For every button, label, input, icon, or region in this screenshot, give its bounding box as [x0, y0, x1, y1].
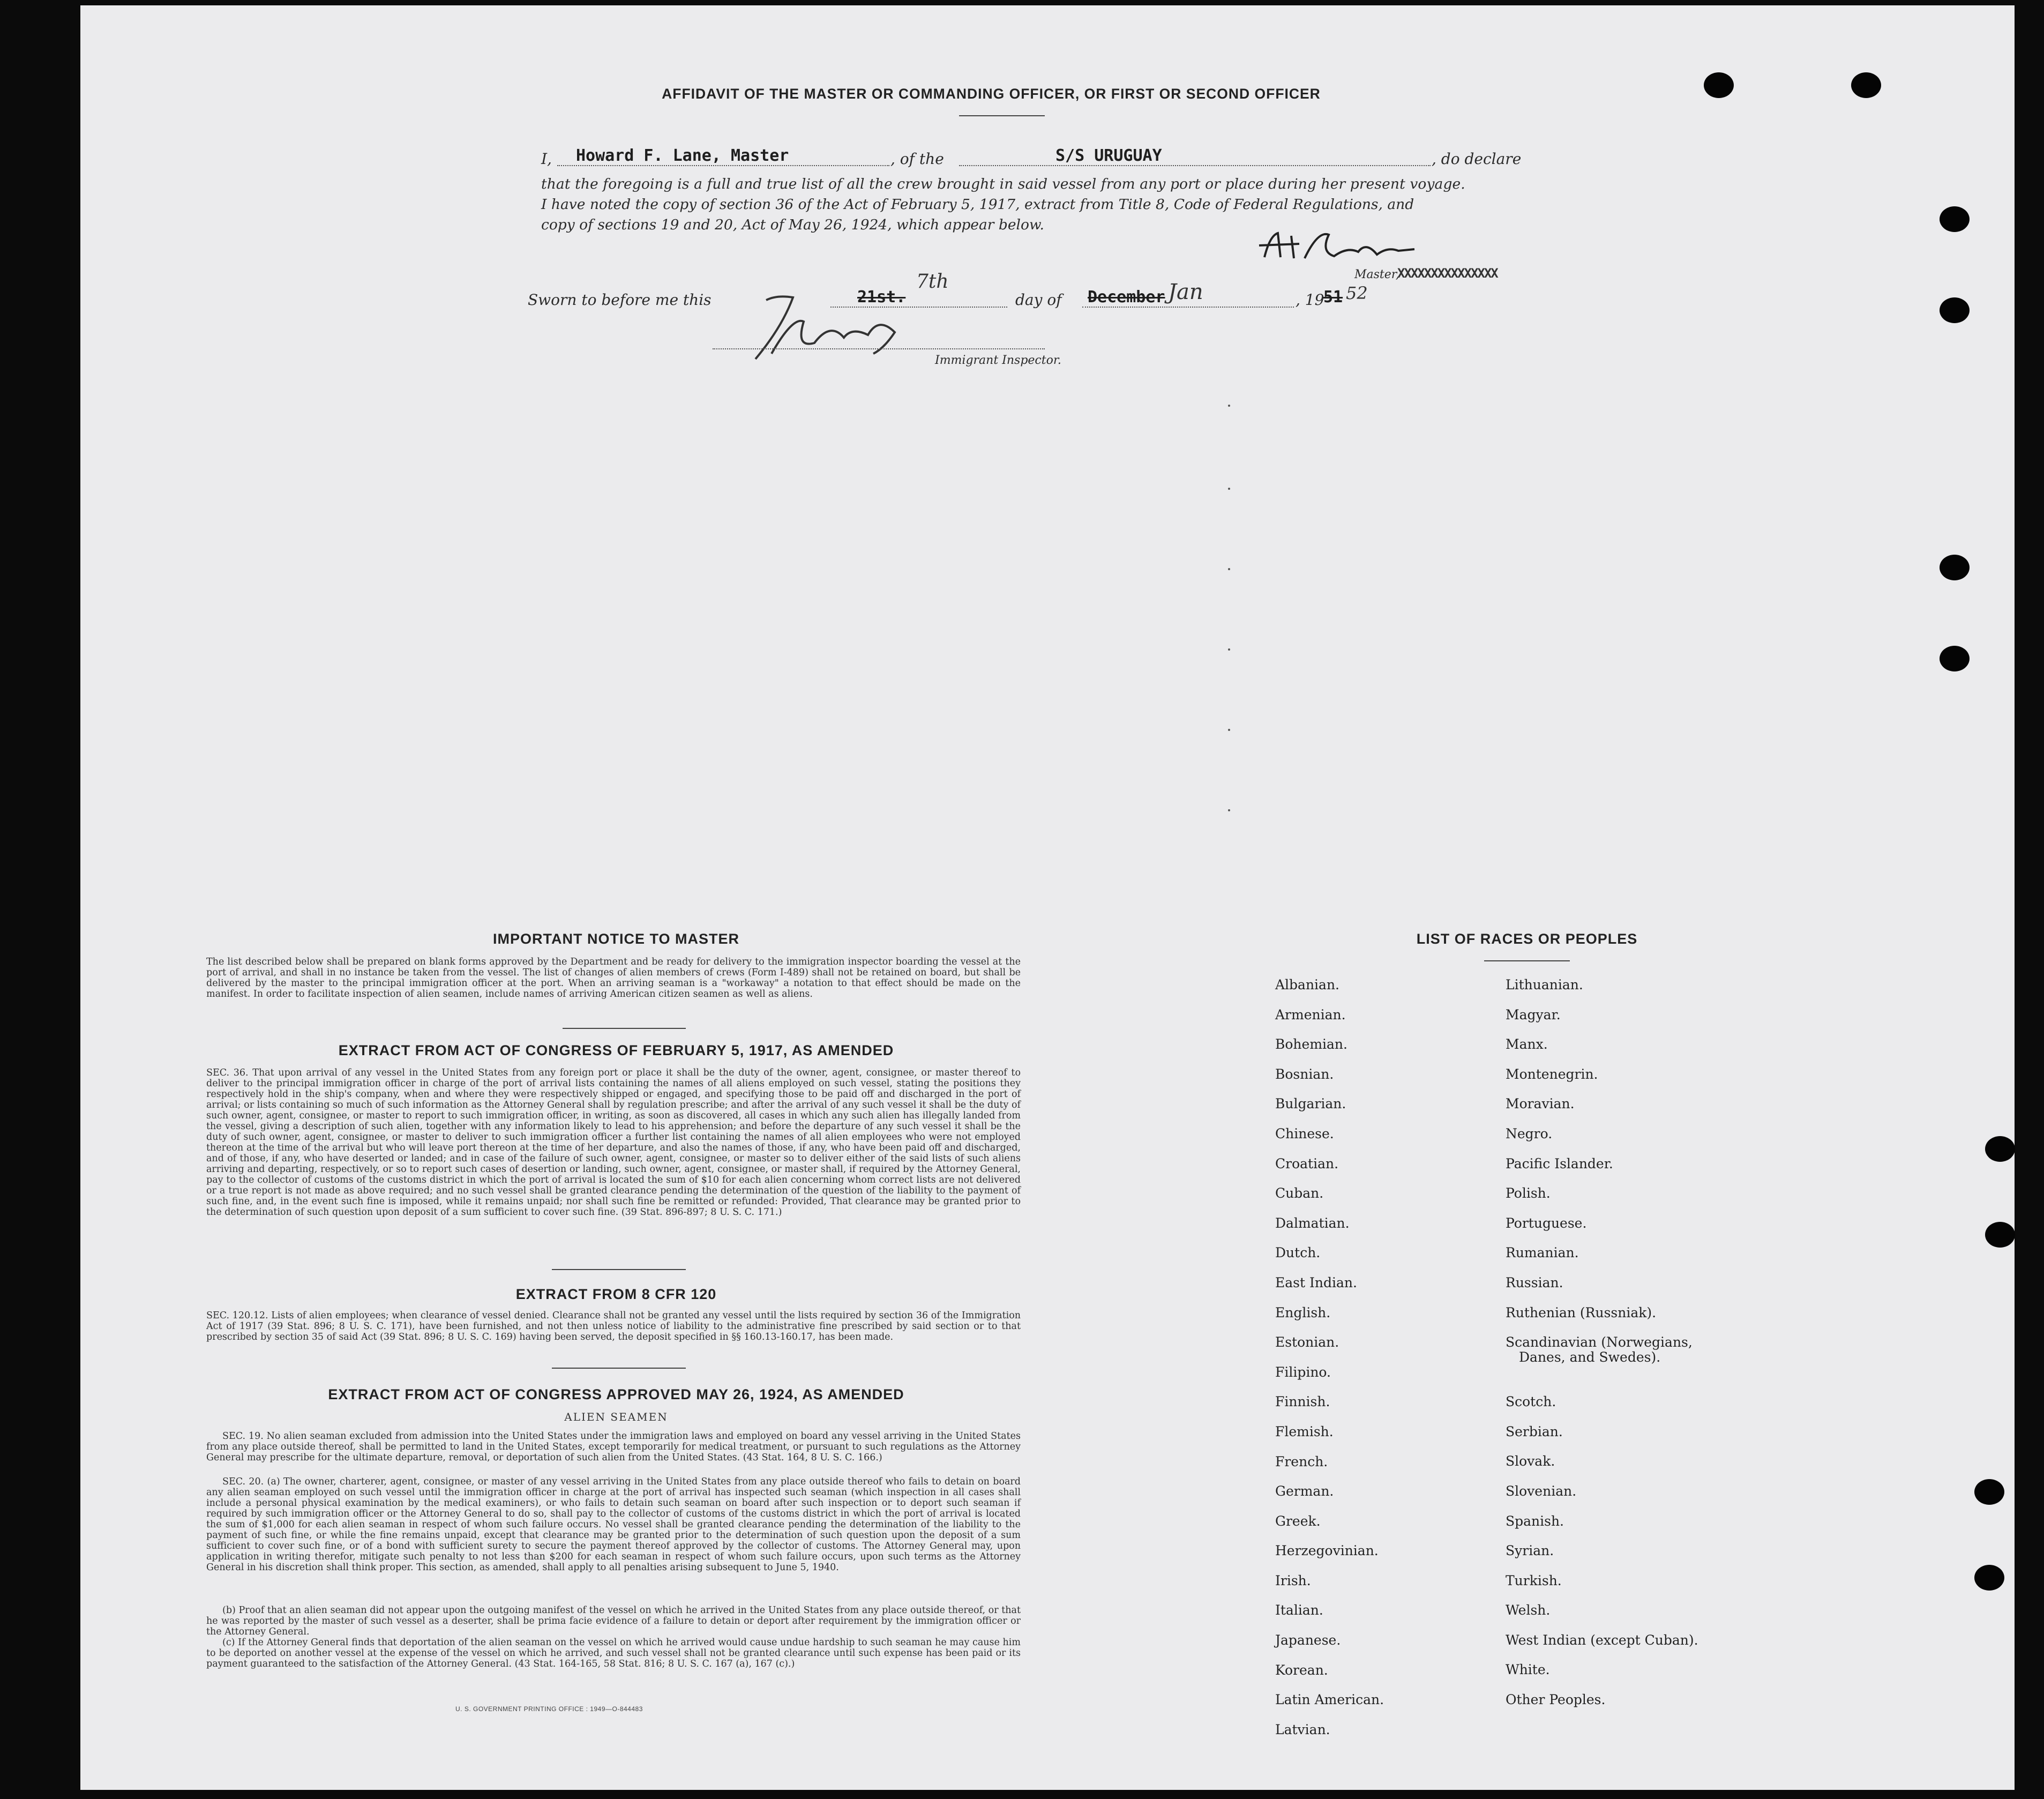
- extract-1924-sec20a: SEC. 20. (a) The owner, charterer, agent, consignee, or master of any vessel arriving in the United States from any place outside thereof who fails to detain on board any alien seaman employed on such vessel until the immigration officer in charge at the port of arrival has inspected such seaman (which inspection in all cases shall include a personal physical examination by the medical examiners), or who fails to detain such seaman on board after such inspection or to deport such seaman if required by such immigration officer or the Attorney General to do so, shall pay to the collector of customs of the customs district in which the port of arrival is located the sum of $1,000 for each alien seaman in respect of whom such failure occurs. No vessel shall be granted clearance pending the determination of the liability to the payment of such fine, or while the fine remains unpaid, except that clearance may be granted prior to the determination of such question upon the deposit of a sum sufficient to cover such fine, or of a bond with sufficient surety to secure the payment thereof approved by the collector of customs. The Attorney General may, upon application in writing therefor, mitigate such penalty to not less than $200 for each seaman in respect of whom such failure occurs, upon such terms as the Attorney General in his discretion shall think proper. This section, as amended, shall apply to all penalties arising subsequent to June 5, 1940.: [206, 1476, 1021, 1573]
- race-item: Albanian.: [1275, 977, 1340, 992]
- race-item: Japanese.: [1275, 1632, 1341, 1648]
- races-rule: [1484, 960, 1570, 961]
- punch-hole: [1940, 646, 1970, 671]
- race-item: Flemish.: [1275, 1423, 1334, 1439]
- master-signature-text: H F Lane: [1254, 225, 1256, 226]
- punch-hole: [1940, 206, 1970, 232]
- race-item: White.: [1506, 1662, 1550, 1678]
- race-item: Syrian.: [1506, 1543, 1554, 1559]
- race-item: Armenian.: [1275, 1006, 1346, 1022]
- margin-dot: [1228, 488, 1230, 490]
- margin-dot: [1228, 568, 1230, 570]
- extract-1917-title: EXTRACT FROM ACT OF CONGRESS OF FEBRUARY 5, 1917, AS AMENDED: [338, 1042, 894, 1058]
- race-item: Greek.: [1275, 1513, 1321, 1529]
- master-signature: [1254, 225, 1511, 268]
- year-prefix: , 19: [1296, 291, 1324, 309]
- race-item: Negro.: [1506, 1125, 1553, 1141]
- affidavit-text-line1: that the foregoing is a full and true list of all the crew brought in said vessel from any port or place during her present voyage.: [541, 176, 1465, 192]
- divider: [563, 1028, 686, 1029]
- race-item: Pacific Islander.: [1506, 1155, 1613, 1171]
- race-item: Cuban.: [1275, 1185, 1324, 1201]
- race-item: German.: [1275, 1483, 1334, 1499]
- race-item: Dutch.: [1275, 1245, 1321, 1261]
- race-item: Bosnian.: [1275, 1066, 1334, 1082]
- races-column-2: [1506, 977, 1698, 1722]
- race-item: West Indian (except Cuban).: [1506, 1632, 1698, 1648]
- extract-cfr-title: EXTRACT FROM 8 CFR 120: [515, 1286, 717, 1302]
- year-handwritten: 52: [1346, 283, 1368, 303]
- punch-hole: [1985, 1222, 2015, 1248]
- margin-dot: [1228, 809, 1230, 811]
- extract-1924-sec19: SEC. 19. No alien seaman excluded from admission into the United States under the immigration laws and employed on board any vessel arriving in the United States from any place outside thereof, shall be permitted to land in the United States, except temporarily for medical treatment, or pursuant to such regulations as the Attorney General may prescribe for the ultimate departure, removal, or deportation of such alien from the United States. (43 Stat. 164, 8 U. S. C. 166.): [206, 1431, 1021, 1463]
- margin-dot: [1228, 405, 1230, 407]
- day-field: 21st.: [857, 288, 906, 307]
- extract-1917-body: SEC. 36. That upon arrival of any vessel in the United States from any foreign port or place it shall be the duty of the owner, agent, consignee, or master thereof to deliver to the principal immigration officer in charge of the port of arrival lists containing the names of all aliens employed on such vessel, stating the positions they respectively hold in the ship's company, when and where they were respectively shipped or engaged, and specifying those to be paid off and discharged in the port of arrival; or lists containing so much of such information as the Attorney General shall by regulation prescribe; and after the arrival of any such vessel it shall be the duty of such owner, agent, consignee, or master to report to such immigration officer, in writing, as soon as discovered, all cases in which any such alien has illegally landed from the vessel, giving a description of such alien, together with any information likely to lead to his apprehension; and before the departure of any such vessel it shall be the duty of such owner, agent, consignee, or master to deliver to such immigration officer a further list containing the names of all alien employees who were not employed thereon at the time of the arrival but who will leave port thereon at the time of her departure, and also the names of those, if any, who have been paid off and discharged, and of those, if any, who have deserted or landed; and in case of the failure of such owner, agent, consignee, or master so to deliver either of the said lists of such aliens arriving and departing, respectively, or so to report such cases of desertion or landing, such owner, agent, consignee, or master shall, if required by the Attorney General, pay to the collector of customs of the customs district in which the port of arrival is located the sum of $10 for each alien concerning whom correct lists are not delivered or a true report is not made as above required; and no such vessel shall be granted clearance pending the determination of the question of the liability to the payment of such fine, and, in the event such fine is imposed, while it remains unpaid; nor shall such fine be remitted or refunded: Provided, That clearance may be granted prior to the determination of such question upon deposit of a sum sufficient to cover such fine. (39 Stat. 896-897; 8 U. S. C. 171.): [206, 1068, 1021, 1218]
- race-item: Bulgarian.: [1275, 1096, 1346, 1112]
- master-label: Master,: [1354, 268, 1399, 281]
- race-item: Latin American.: [1275, 1692, 1384, 1708]
- title-rule: [959, 115, 1045, 116]
- master-name-field: Howard F. Lane, Master: [576, 146, 789, 165]
- race-item: Estonian.: [1275, 1334, 1339, 1350]
- race-item: Turkish.: [1506, 1572, 1562, 1588]
- race-item: Scandinavian (Norwegians,: [1506, 1334, 1693, 1350]
- day-handwritten: 7th: [916, 271, 949, 293]
- race-item: Italian.: [1275, 1602, 1323, 1618]
- race-item: Welsh.: [1506, 1602, 1551, 1618]
- race-item: Croatian.: [1275, 1155, 1339, 1171]
- master-struck-title: XXXXXXXXXXXXXXX: [1397, 266, 1498, 281]
- race-item: English.: [1275, 1304, 1331, 1320]
- race-item: Korean.: [1275, 1662, 1328, 1678]
- race-item: Latvian.: [1275, 1721, 1330, 1737]
- inspector-signature: [745, 284, 959, 370]
- race-item: Finnish.: [1275, 1394, 1330, 1410]
- margin-dot: [1228, 648, 1230, 651]
- punch-hole: [1974, 1479, 2004, 1505]
- affidavit-text-line2: I have noted the copy of section 36 of the Act of February 5, 1917, extract from Title 8, Code of Federal Regulations, and: [541, 196, 1414, 213]
- race-item: Rumanian.: [1506, 1245, 1579, 1261]
- race-item: Serbian.: [1506, 1423, 1563, 1439]
- race-item: Danes, and Swedes).: [1519, 1349, 1661, 1365]
- month-underline: [1082, 307, 1294, 308]
- race-item: Lithuanian.: [1506, 977, 1583, 992]
- race-item: Chinese.: [1275, 1125, 1334, 1141]
- race-item: Montenegrin.: [1506, 1066, 1598, 1082]
- sworn-label: Sworn to before me this: [528, 291, 712, 309]
- year-field: 51: [1323, 288, 1343, 307]
- extract-1924-sec20c: (c) If the Attorney General finds that deportation of the alien seaman on the vessel on which he arrived would cause undue hardship to such seaman he may cause him to be deported on another vessel at the expense of the vessel on which he arrived, and such vessel shall not be granted clearance until such expense has been paid or its payment guaranteed to the satisfaction of the Attorney General. (43 Stat. 164-165, 58 Stat. 816; 8 U. S. C. 167 (a), 167 (c).): [206, 1637, 1021, 1669]
- race-item: Ruthenian (Russniak).: [1506, 1304, 1657, 1320]
- divider: [552, 1269, 686, 1270]
- race-item: Dalmatian.: [1275, 1215, 1350, 1231]
- master-name-underline: [557, 165, 889, 166]
- month-field: December: [1088, 288, 1165, 307]
- printer-imprint: U. S. GOVERNMENT PRINTING OFFICE : 1949—O-844483: [455, 1705, 643, 1713]
- of-the-label: , of the: [890, 150, 944, 168]
- inspector-label: Immigrant Inspector.: [935, 354, 1061, 367]
- race-item: Slovenian.: [1506, 1483, 1577, 1499]
- race-item: Polish.: [1506, 1185, 1551, 1201]
- race-item: Irish.: [1275, 1572, 1311, 1588]
- race-item: Herzegovinian.: [1275, 1543, 1379, 1559]
- race-item: Magyar.: [1506, 1006, 1561, 1022]
- race-item: Filipino.: [1275, 1364, 1331, 1380]
- vessel-name-field: S/S URUGUAY: [1055, 146, 1162, 165]
- margin-dot: [1228, 729, 1230, 731]
- race-item: Moravian.: [1506, 1096, 1575, 1112]
- notice-title: IMPORTANT NOTICE TO MASTER: [493, 931, 739, 947]
- alien-seamen-subtitle: ALIEN SEAMEN: [564, 1410, 668, 1423]
- extract-cfr-body: SEC. 120.12. Lists of alien employees; when clearance of vessel denied. Clearance shall not be granted any vessel until the lists required by section 36 of the Immigration Act of 1917 (39 Stat. 896; 8 U. S. C. 171), have been furnished, and not then unless notice of liability to the administrative fine prescribed by said section or to that prescribed by section 35 of said Act (39 Stat. 896; 8 U. S. C. 169) having been served, the deposit specified in §§ 160.13-160.17, has been made.: [206, 1310, 1021, 1342]
- inspector-underline: [713, 348, 1045, 349]
- divider: [552, 1368, 686, 1369]
- punch-hole: [1851, 72, 1881, 98]
- notice-body: The list described below shall be prepared on blank forms approved by the Department and be ready for delivery to the immigration inspector boarding the vessel at the port of arrival, and shall in no instance be taken from the vessel. The list of changes of alien members of crews (Form I-489) shall not be retained on board, but shall be delivered by the master to the principal immigration officer at the port. When an arriving seaman is a "workaway" a notation to that effect should be made on the manifest. In order to facilitate inspection of alien seamen, include names of arriving American citizen seamen as well as aliens.: [206, 957, 1021, 999]
- punch-hole: [1940, 555, 1970, 580]
- punch-hole: [1704, 72, 1734, 98]
- race-item: Portuguese.: [1506, 1215, 1587, 1231]
- races-column-1: [1275, 977, 1384, 1751]
- race-item: Manx.: [1506, 1036, 1548, 1052]
- extract-1924-title: EXTRACT FROM ACT OF CONGRESS APPROVED MAY 26, 1924, AS AMENDED: [328, 1386, 904, 1402]
- race-item: Other Peoples.: [1506, 1692, 1606, 1708]
- race-item: Bohemian.: [1275, 1036, 1347, 1052]
- race-item: Russian.: [1506, 1274, 1563, 1290]
- extract-1924-sec20b: (b) Proof that an alien seaman did not appear upon the outgoing manifest of the vessel on which he arrived in the United States from any place outside thereof, or that he was reported by the master of such vessel as a deserter, shall be prima facie evidence of a failure to detain or deport after requirement by the immigration officer or the Attorney General.: [206, 1605, 1021, 1637]
- race-item: East Indian.: [1275, 1274, 1357, 1290]
- vessel-underline: [959, 165, 1431, 166]
- race-item: Slovak.: [1506, 1453, 1555, 1469]
- punch-hole: [1974, 1565, 2004, 1591]
- punch-hole: [1985, 1136, 2015, 1162]
- affidavit-prefix: I,: [541, 150, 552, 168]
- affidavit-title: AFFIDAVIT OF THE MASTER OR COMMANDING OFFICER, OR FIRST OR SECOND OFFICER: [662, 86, 1321, 102]
- race-item: Scotch.: [1506, 1394, 1556, 1410]
- document-page: [80, 5, 2015, 1790]
- punch-hole: [1940, 297, 1970, 323]
- race-item: French.: [1275, 1453, 1328, 1469]
- do-declare-label: , do declare: [1432, 150, 1522, 168]
- month-handwritten: Jan: [1168, 280, 1203, 304]
- races-title: LIST OF RACES OR PEOPLES: [1416, 931, 1638, 947]
- race-item: Spanish.: [1506, 1513, 1564, 1529]
- day-of-label: day of: [1015, 291, 1062, 309]
- affidavit-text-line3: copy of sections 19 and 20, Act of May 26, 1924, which appear below.: [541, 217, 1044, 233]
